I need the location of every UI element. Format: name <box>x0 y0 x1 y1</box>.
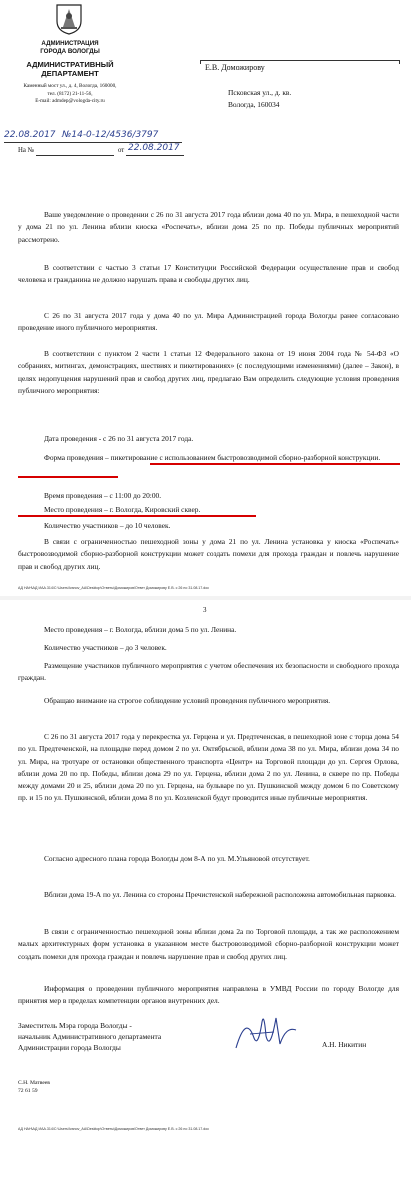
condition-place: Место проведения – г. Вологда, Кировский сквер. <box>44 505 201 514</box>
body-paragraph: Вблизи дома 19-А по ул. Ленина со стороны Пречистенской набережной расположена автомобильная парковка. <box>44 890 397 899</box>
dept-name-line2: ДЕПАРТАМЕНТ <box>41 69 99 78</box>
body-paragraph: Обращаю внимание на строгое соблюдение условий проведения публичного мероприятия. <box>44 696 331 705</box>
org-name-line2: ГОРОДА ВОЛОГДЫ <box>40 48 100 55</box>
outgoing-number: №14-0-12/4536/3797 <box>62 130 159 140</box>
reference-from-underline <box>126 155 184 156</box>
body-paragraph: С 26 по 31 августа 2017 года у дома 40 по ул. Мира Администрацией города Вологды ранее согласовано проведение иного публичного мероприятия. <box>18 311 399 333</box>
highlight-underline <box>18 476 118 478</box>
recipient-name: Е.В. Доможирову <box>205 63 265 72</box>
condition-time: Время проведения – с 11:00 до 20:00. <box>44 491 162 500</box>
reference-from-date: 22.08.2017 <box>128 143 180 153</box>
letterhead-email: E-mail: admdep@vologda-city.ru <box>35 98 105 104</box>
letterhead-address: Каменный мост ул., д. 4, Вологда, 160000, <box>23 83 117 89</box>
handwritten-signature <box>230 1008 300 1054</box>
highlight-underline <box>150 463 400 465</box>
org-name-line1: АДМИНИСТРАЦИЯ <box>41 40 99 47</box>
condition-form: Форма проведения – пикетирование с использованием быстровозводимой сборно-разборной конструкции. <box>44 453 381 462</box>
dept-name-line1: АДМИНИСТРАТИВНЫЙ <box>26 60 114 69</box>
document-page-2 <box>0 600 411 1200</box>
condition-date: Дата проведения - с 26 по 31 августа 2017 года. <box>44 434 194 443</box>
file-path-footer: АД НАН\АД ИАА.314\C:\Users\Ivanov_AA\Desktop\Ответы\Доможиров\Ответ Доможирову Е.В. с 26 по 31.08.17.doc <box>18 1127 210 1131</box>
body-paragraph: Размещение участников публичного мероприятия с учетом обеспечения их безопасности и свободного прохода граждан. <box>18 661 399 683</box>
body-paragraph: В соответствии с частью 3 статьи 17 Конституции Российской Федерации осуществление прав и свобод человека и гражданина не должно нарушать права и свободы других лиц. <box>18 263 399 285</box>
signatory-title-line3: Администрации города Вологды <box>18 1043 121 1052</box>
condition-participants: Количество участников – до 10 человек. <box>44 521 171 530</box>
recipient-corner-marks <box>200 60 400 64</box>
body-paragraph: В связи с ограниченностью пешеходной зоны вблизи дома 2а по Торговой площади, а так же расположением малых архитектурных форм установка в указанном месте быстровозводимой сборно-разборной конструкции может создать помехи для прохода граждан и повлечь нарушение прав и свобод других лиц. <box>18 927 399 961</box>
condition-participants: Количество участников – до 3 человек. <box>44 643 167 652</box>
document-page-1 <box>0 0 411 596</box>
outgoing-date: 22.08.2017 <box>4 130 56 140</box>
body-paragraph: Ваше уведомление о проведении с 26 по 31 августа 2017 года вблизи дома 40 по ул. Мира, в пешеходной части у дома 21 по ул. Ленина вблизи киоска «Роспечать», вблизи дома 25 по пр. Победы публичных мероприятий рассмотрено. <box>18 210 399 244</box>
condition-place: Место проведения – г. Вологда, вблизи дома 5 по ул. Ленина. <box>44 625 237 634</box>
page-number: 3 <box>203 606 207 614</box>
coat-of-arms-emblem <box>55 3 83 35</box>
reference-to-underline <box>36 155 114 156</box>
reference-from-label: от <box>118 147 125 154</box>
reference-to-label: На № <box>18 147 35 154</box>
recipient-street: Псковская ул., д. кв. <box>228 88 292 97</box>
signatory-name: А.Н. Никитин <box>322 1040 367 1049</box>
executor-phone: 72 61 59 <box>18 1088 38 1094</box>
body-paragraph: В соответствии с пунктом 2 части 1 статьи 12 Федерального закона от 19 июня 2004 года № 54-ФЗ «О собраниях, митингах, демонстрациях, шествиях и пикетированиях» (с последующими изменениями) (далее – Закон), в целях недопущения нарушений прав и свобод других лиц, предлагаю Вам определить следующие условия проведения публичного мероприятия: <box>18 349 399 395</box>
signatory-title-line2: начальник Административного департамента <box>18 1032 162 1041</box>
highlight-underline <box>18 515 256 517</box>
file-path-footer: АД НАН\АД ИАА.314\C:\Users\Ivanov_AA\Desktop\Ответы\Доможиров\Ответ Доможирову Е.В. с 26 по 31.08.17.doc <box>18 586 210 590</box>
body-paragraph: Согласно адресного плана города Вологды дом 8-А по ул. М.Ульяновой отсутствует. <box>44 854 310 863</box>
recipient-city: Вологда, 160034 <box>228 100 280 109</box>
executor-name: С.Н. Матвеев <box>18 1080 50 1086</box>
body-paragraph: В связи с ограниченностью пешеходной зоны у дома 21 по ул. Ленина установка у киоска «Роспечать» быстровозводимой сборно-разборной конструкции может создать помехи для прохода граждан и повлечь нарушение прав и свобод других лиц. <box>18 537 399 571</box>
letterhead-phone: тел. (8172) 21-11-56, <box>47 90 93 97</box>
body-paragraph: С 26 по 31 августа 2017 года у перекрестка ул. Герцена и ул. Предтеченская, в пешеходной зоне с торца дома 54 по ул. Предтеченской, на площадке перед домом 2 по ул. Октябрьской, вблизи дома 38 по ул. Мира, вблизи дома 34 по ул. Мира, на тротуаре от остановки общественного транспорта «Центр» на Торговой площади до ул. Сергея Орлова, вблизи дома 20 по пр. Победы, вблизи дома 29 по ул. Герцена, вблизи дома 2 по ул. Ленина, в сквере по пр. Победы между домами 20 и 25, вблизи дома 20 по ул. Герцена, на бульваре по ул. Пушкинской между домом 6 по Советскому пр. и 15 по ул. Пушкинской, вблизи дома 8 по ул. Козленской будут проводится иные публичные мероприятия. <box>18 732 399 803</box>
signatory-title-line1: Заместитель Мэра города Вологды - <box>18 1021 132 1030</box>
body-paragraph: Информация о проведении публичного мероприятия направлена в УМВД России по городу Вологде для принятия мер в пределах компетенции органов внутренних дел. <box>18 984 399 1006</box>
